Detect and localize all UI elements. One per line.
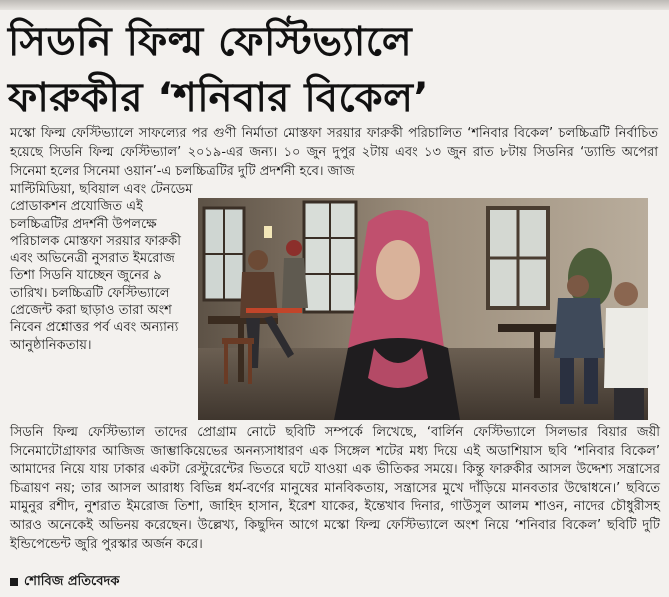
headline-line-2: ফারুকীর ‘শনিবার বিকেল’ — [8, 75, 430, 121]
headline — [8, 14, 658, 126]
intro-paragraph: মস্কো ফিল্ম ফেস্টিভ্যালে সাফল্যের পর গুণী নির্মাতা মোস্তফা সরয়ার ফারুকী পরিচালিত ‘শনিবার বিকেল’ চলচ্চিত্রটি নির্বাচিত হয়েছে সিডনি ফিল্ম ফেস্টিভ্যাল’ ২০১৯-এর জন্য। ১০ জুন দুপুর ২টায় এবং ১৩ জুন রাত ৮টায় সিডনির ‘ড্যান্ডি অপেরা সিনেমা হলের সিনেমা ওয়ান’-এ চলচ্চিত্রটির দুটি প্রদর্শনী হবে। জাজ — [10, 126, 658, 179]
body-paragraph: সিডনি ফিল্ম ফেস্টিভ্যাল তাদের প্রোগ্রাম নোটে ছবিটি সম্পর্কে লিখেছে, ‘বার্লিন ফেস্টিভ্যালে সিলভার বিয়ার জয়ী সিনেমাটোগ্রাফার আজিজ জাম্ভাকিয়েভের অনন্যসাধারণ এক সিঙ্গেল শটের মধ্য দিয়ে এই অডাশিয়াস ছবি ‘শনিবার বিকেল’ আমাদের নিয়ে যায় ঢাকার একটা রেস্টুরেন্টের ভিতরে ঘটে যাওয়া এক ভীতিকর সময়ে। কিন্তু ফারুকীর আসল উদ্দেশ্য সন্ত্রাসের চিত্রায়ণ নয়; তার আসল আরাধ্য বিভিন্ন ধর্ম-বর্ণের মানুষের মানবিকতায়, সন্ত্রাসের মুখে দাঁড়িয়ে মানবতার উদ্বোধনে।’ ছবিতে মামুনুর রশীদ, নুশরাত ইমরোজ তিশা, জাহিদ হাসান, ইরেশ যাকের, ইন্তেখাব দিনার, গাউসুল আলম শাওন, নাদের চৌধুরীসহ আরও অনেকেই অভিনয় করেছেন। উল্লেখ্য, কিছুদিন আগে মস্কো ফিল্ম ফেস্টিভ্যালে অংশ নিয়ে ‘শনিবার বিকেল’ ছবিটি দুটি ইন্ডিপেন্ডেন্ট জুরি পুরস্কার অর্জন করে। — [10, 425, 660, 552]
byline-text: শোবিজ প্রতিবেদক — [24, 574, 120, 589]
side-column-text: মাল্টিমিডিয়া, ছবিয়াল এবং টেনডেম প্রোডাকশন প্রযোজিত এই চলচ্চিত্রটির প্রদর্শনী উপলক্ষে পরিচালক মোস্তফা সরয়ার ফারুকী এবং অভিনেত্রী নুসরাত ইমরোজ তিশা সিডনি যাচ্ছেন জুনের ৯ তারিখ। চলচ্চিত্রটি ফেস্টিভ্যালে প্রেজেন্ট করা ছাড়াও তারা অংশ নিবেন প্রশ্নোত্তর পর্ব এবং অন্যান্য আনুষ্ঠানিকতায়। — [10, 182, 193, 353]
byline — [10, 573, 119, 591]
top-rule — [0, 0, 669, 10]
film-still-illustration — [198, 198, 648, 420]
film-still-photo — [198, 198, 648, 420]
headline-line-1: সিডনি ফিল্ম ফেস্টিভ্যালে — [8, 19, 413, 65]
byline-square-marker — [10, 578, 18, 586]
